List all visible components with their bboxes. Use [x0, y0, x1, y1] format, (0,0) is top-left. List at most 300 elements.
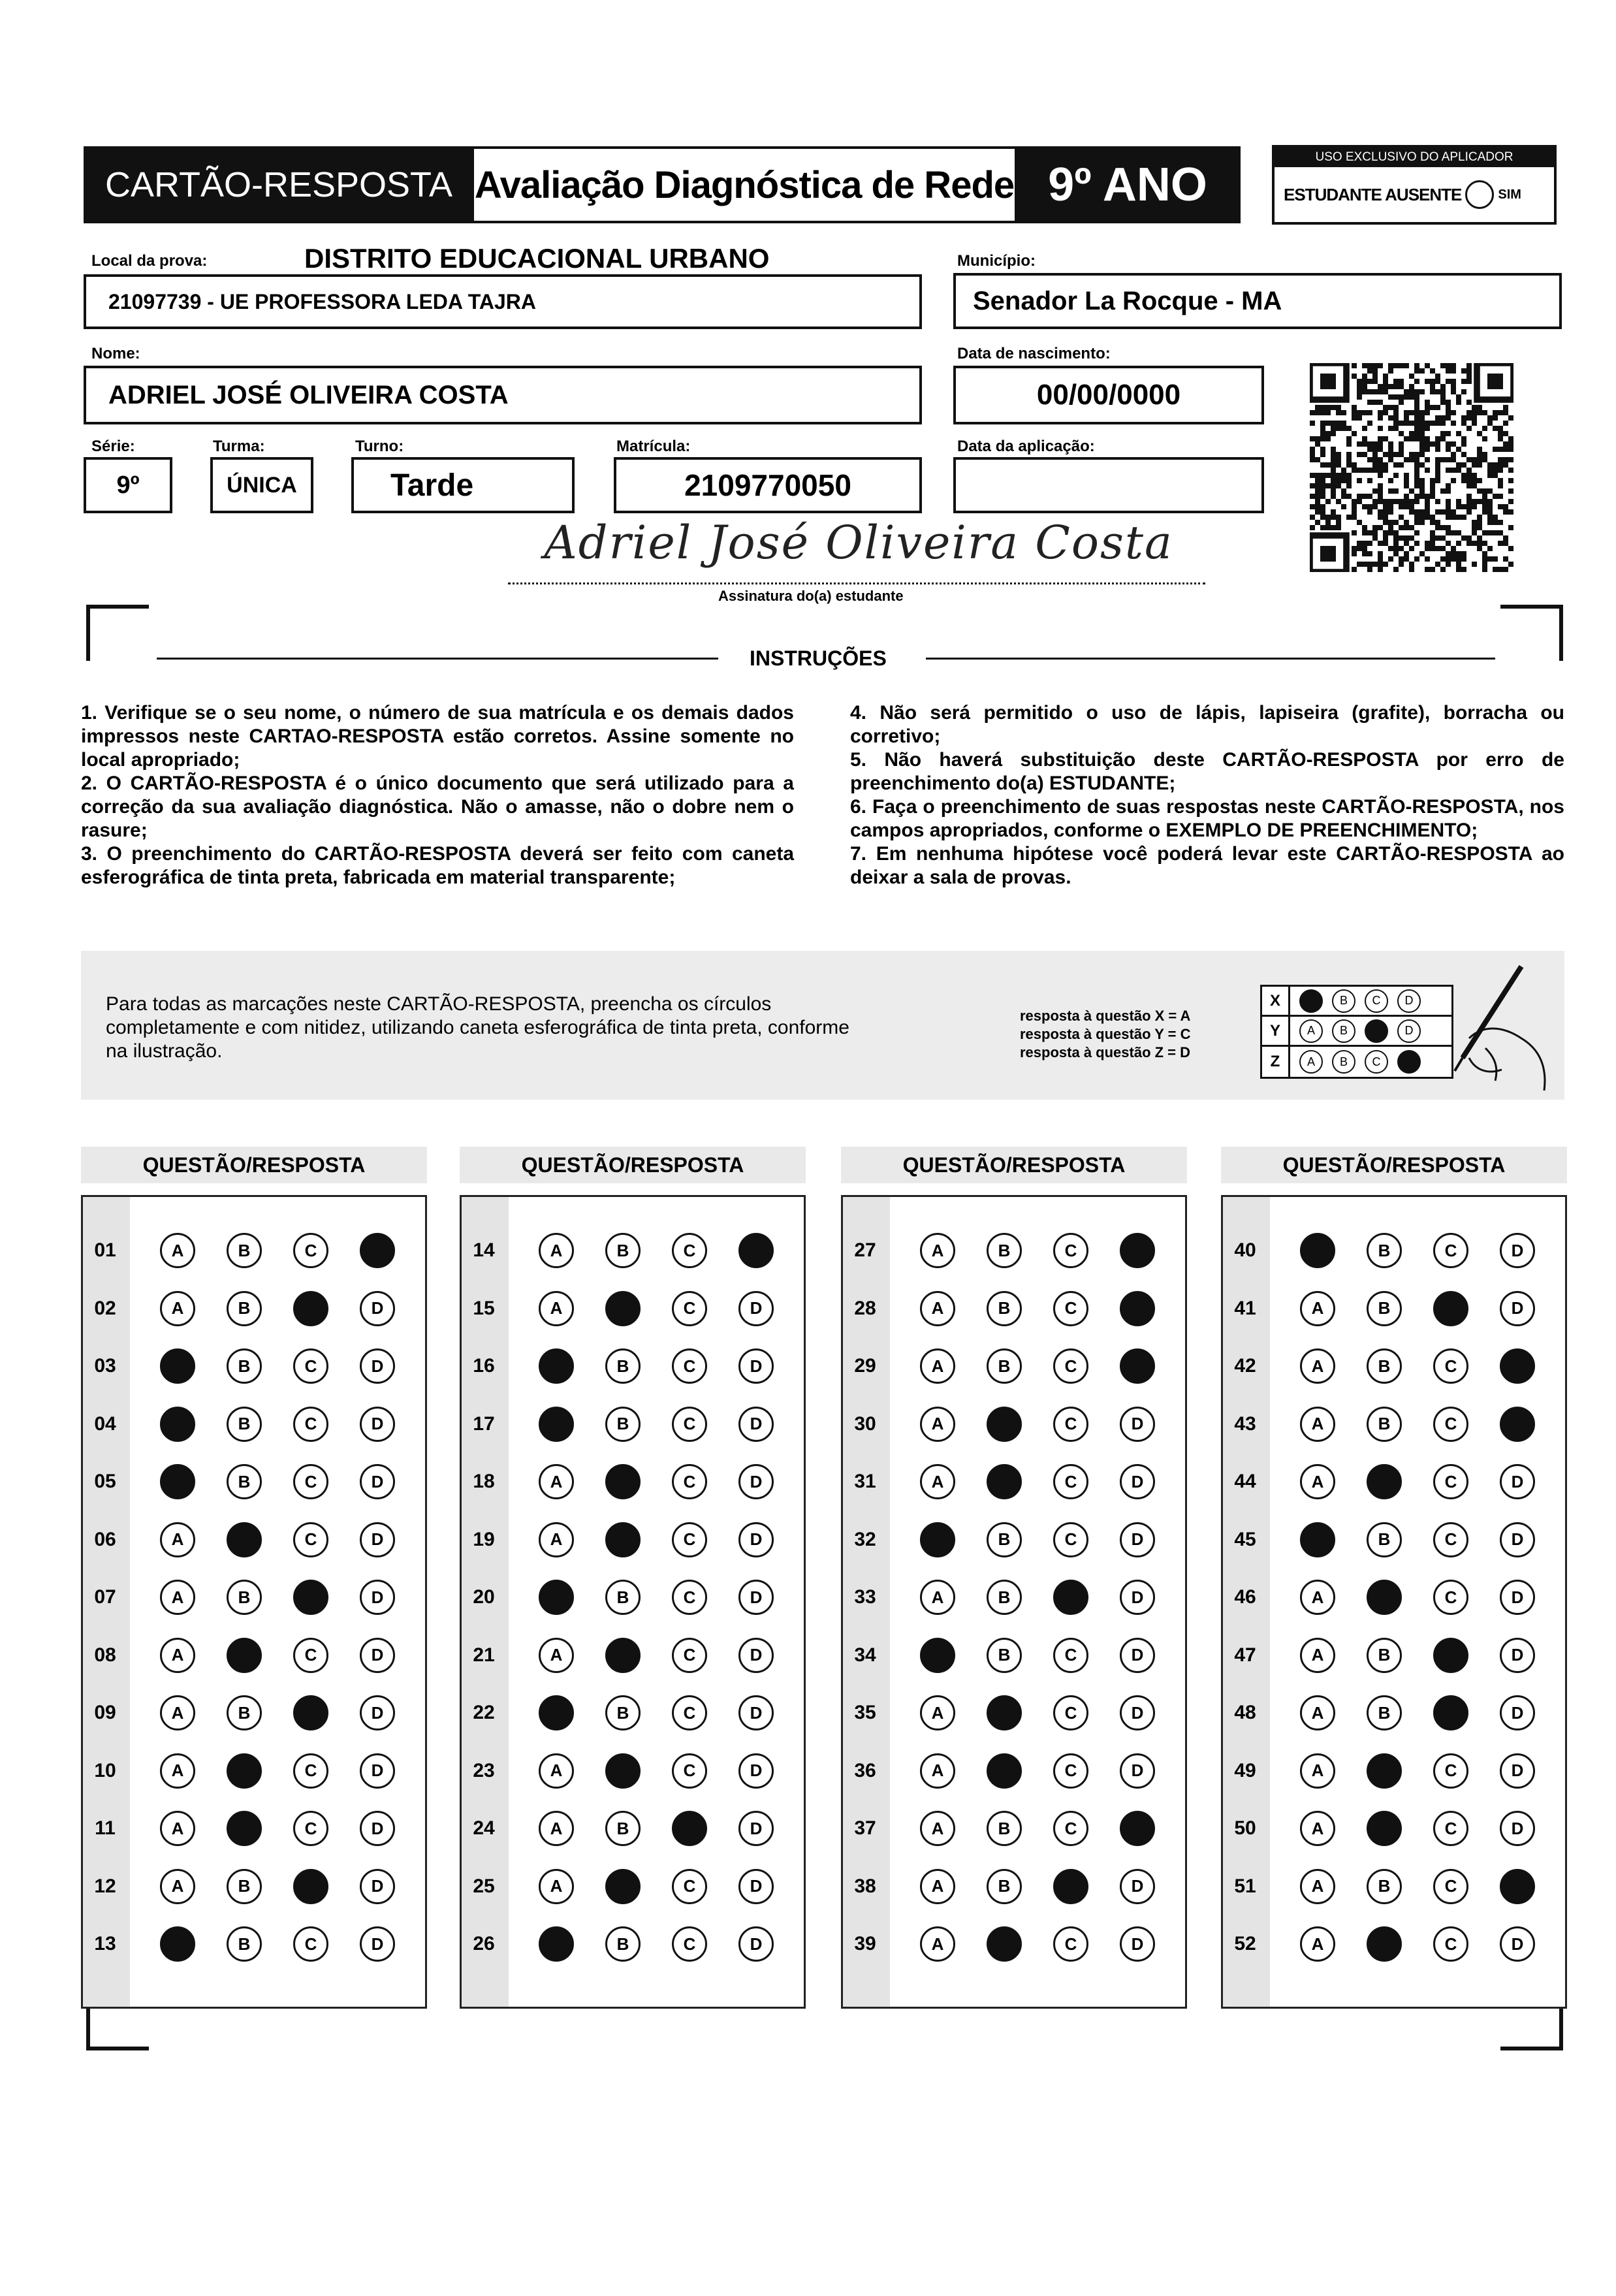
answer-bubble-a[interactable]: A	[920, 1233, 955, 1268]
answer-bubble-a[interactable]	[539, 1407, 574, 1442]
answer-bubble-b[interactable]: B	[605, 1407, 641, 1442]
answer-bubble-d[interactable]: D	[738, 1464, 774, 1499]
answer-bubble-c[interactable]: C	[672, 1522, 707, 1557]
answer-bubble-c[interactable]: C	[1433, 1926, 1468, 1962]
answer-bubble-c[interactable]: C	[293, 1753, 328, 1789]
answer-bubble-d[interactable]: D	[360, 1348, 395, 1384]
answer-bubble-c[interactable]	[672, 1811, 707, 1846]
answer-bubble-c[interactable]: C	[1053, 1811, 1088, 1846]
question-row	[83, 1222, 426, 1279]
answer-bubble-d[interactable]: D	[1500, 1638, 1535, 1673]
answer-bubble-b[interactable]: B	[1367, 1407, 1402, 1442]
local-label: Local da prova:	[91, 252, 208, 270]
answer-bubble-a[interactable]	[160, 1464, 195, 1499]
turno-label: Turno:	[355, 438, 404, 455]
signature-text: Adriel José Oliveira Costa	[544, 516, 1173, 569]
answer-bubble-a[interactable]: A	[539, 1638, 574, 1673]
answer-bubble-d[interactable]: D	[1120, 1695, 1155, 1730]
answer-bubble-d[interactable]: D	[1500, 1522, 1535, 1557]
school-value: 21097739 - UE PROFESSORA LEDA TAJRA	[108, 289, 536, 313]
answer-bubble-b[interactable]: B	[987, 1811, 1022, 1846]
absent-bubble[interactable]	[1465, 180, 1494, 209]
answer-bubble-a[interactable]	[160, 1407, 195, 1442]
answer-bubble-b[interactable]: B	[227, 1348, 262, 1384]
district-name: DISTRITO EDUCACIONAL URBANO	[304, 243, 770, 274]
answer-bubble-c[interactable]: C	[672, 1638, 707, 1673]
answer-bubble-a[interactable]: A	[1300, 1753, 1335, 1789]
answer-bubble-d[interactable]	[1120, 1291, 1155, 1326]
question-row	[843, 1569, 1186, 1626]
answer-bubble-a[interactable]	[920, 1638, 955, 1673]
answer-bubble-a[interactable]: A	[1300, 1695, 1335, 1730]
exam-title-text: Avaliação Diagnóstica de Rede	[474, 163, 1015, 206]
answer-bubble-c[interactable]: C	[672, 1753, 707, 1789]
fill-example-bubble	[1299, 989, 1323, 1013]
nome-value: ADRIEL JOSÉ OLIVEIRA COSTA	[108, 380, 509, 409]
municipio-value: Senador La Rocque - MA	[973, 286, 1282, 315]
question-number: 52	[1234, 1933, 1256, 1954]
answer-bubble-c[interactable]: C	[1053, 1695, 1088, 1730]
answer-bubble-c[interactable]: C	[293, 1522, 328, 1557]
answer-bubble-b[interactable]: B	[987, 1522, 1022, 1557]
applicator-title: USO EXCLUSIVO DO APLICADOR	[1275, 148, 1554, 167]
answer-bubble-d[interactable]: D	[1500, 1580, 1535, 1615]
answer-bubble-c[interactable]: C	[293, 1233, 328, 1268]
answer-bubble-b[interactable]: B	[987, 1869, 1022, 1904]
question-number: 20	[473, 1586, 495, 1608]
answer-bubble-b[interactable]	[987, 1464, 1022, 1499]
answer-bubble-b[interactable]	[1367, 1753, 1402, 1789]
answer-bubble-d[interactable]: D	[360, 1407, 395, 1442]
instruction-1: 1. Verifique se o seu nome, o número de sua matrícula e os demais dados impressos neste CARTAO-RESPOSTA estão corretos. Assine somente no local apropriado;	[81, 702, 794, 771]
answer-bubble-d[interactable]: D	[1500, 1464, 1535, 1499]
answer-bubble-b[interactable]	[605, 1753, 641, 1789]
answer-bubble-d[interactable]: D	[738, 1407, 774, 1442]
question-row	[1223, 1337, 1566, 1395]
question-number: 15	[473, 1297, 495, 1319]
question-number: 01	[94, 1239, 116, 1261]
answer-bubble-a[interactable]	[539, 1695, 574, 1730]
answer-bubble-c[interactable]	[293, 1580, 328, 1615]
answer-bubble-b[interactable]	[987, 1695, 1022, 1730]
answer-bubble-d[interactable]: D	[1120, 1638, 1155, 1673]
answer-bubble-c[interactable]: C	[1433, 1869, 1468, 1904]
answer-bubble-c[interactable]: C	[1433, 1348, 1468, 1384]
answer-bubble-a[interactable]: A	[920, 1580, 955, 1615]
answer-bubble-c[interactable]: C	[1053, 1926, 1088, 1962]
answer-bubble-b[interactable]: B	[605, 1811, 641, 1846]
answer-bubble-b[interactable]	[987, 1926, 1022, 1962]
nascimento-label: Data de nascimento:	[957, 345, 1111, 362]
answer-bubble-c[interactable]: C	[672, 1348, 707, 1384]
turno-field	[351, 457, 575, 513]
answer-bubble-a[interactable]: A	[160, 1580, 195, 1615]
question-number: 38	[854, 1875, 876, 1897]
answer-bubble-a[interactable]	[160, 1926, 195, 1962]
grade-label	[1015, 146, 1241, 223]
answer-bubble-d[interactable]: D	[1500, 1695, 1535, 1730]
question-row	[843, 1800, 1186, 1857]
answer-bubble-b[interactable]: B	[605, 1926, 641, 1962]
answer-bubble-a[interactable]	[920, 1522, 955, 1557]
answer-bubble-d[interactable]	[1120, 1233, 1155, 1268]
answer-bubble-c[interactable]	[293, 1869, 328, 1904]
instruction-4: 4. Não será permitido o uso de lápis, lapiseira (grafite), borracha ou corretivo;	[850, 702, 1564, 747]
nome-label: Nome:	[91, 345, 140, 362]
answer-bubble-d[interactable]: D	[1500, 1753, 1535, 1789]
answer-bubble-a[interactable]	[539, 1926, 574, 1962]
answer-bubble-d[interactable]: D	[360, 1580, 395, 1615]
answer-bubble-c[interactable]	[1053, 1580, 1088, 1615]
answer-bubble-d[interactable]: D	[360, 1811, 395, 1846]
qr-code	[1310, 363, 1513, 572]
answer-bubble-d[interactable]: D	[1120, 1580, 1155, 1615]
answer-bubble-b[interactable]: B	[1367, 1869, 1402, 1904]
answer-bubble-b[interactable]: B	[605, 1348, 641, 1384]
answer-bubble-c[interactable]: C	[672, 1695, 707, 1730]
answer-bubble-b[interactable]	[227, 1811, 262, 1846]
answer-bubble-c[interactable]: C	[293, 1348, 328, 1384]
answer-bubble-b[interactable]	[227, 1638, 262, 1673]
question-row	[462, 1627, 805, 1684]
answer-bubble-b[interactable]	[1367, 1926, 1402, 1962]
answer-bubble-d[interactable]: D	[738, 1348, 774, 1384]
question-number: 17	[473, 1412, 495, 1435]
answer-bubble-c[interactable]: C	[1053, 1638, 1088, 1673]
answer-bubble-d[interactable]: D	[1500, 1291, 1535, 1326]
fill-example-bubble: C	[1365, 989, 1388, 1013]
question-number: 29	[854, 1355, 876, 1377]
question-number: 50	[1234, 1817, 1256, 1839]
question-row	[462, 1453, 805, 1510]
answer-bubble-a[interactable]: A	[539, 1753, 574, 1789]
answer-bubble-a[interactable]: A	[539, 1811, 574, 1846]
answer-bubble-c[interactable]: C	[1053, 1753, 1088, 1789]
question-number: 28	[854, 1297, 876, 1319]
answer-bubble-a[interactable]: A	[1300, 1638, 1335, 1673]
answer-bubble-c[interactable]	[1053, 1869, 1088, 1904]
answer-bubble-d[interactable]: D	[360, 1291, 395, 1326]
answer-bubble-a[interactable]: A	[1300, 1926, 1335, 1962]
answer-bubble-a[interactable]: A	[920, 1695, 955, 1730]
question-number: 04	[94, 1412, 116, 1435]
answer-bubble-d[interactable]	[1500, 1407, 1535, 1442]
answer-bubble-b[interactable]: B	[227, 1869, 262, 1904]
answer-bubble-c[interactable]: C	[1433, 1811, 1468, 1846]
question-row	[462, 1684, 805, 1742]
answer-bubble-c[interactable]: C	[1433, 1233, 1468, 1268]
answer-bubble-b[interactable]	[1367, 1580, 1402, 1615]
question-row	[83, 1684, 426, 1742]
fill-example-bubble: B	[1332, 989, 1355, 1013]
answer-bubble-b[interactable]: B	[227, 1926, 262, 1962]
answer-bubble-a[interactable]: A	[160, 1233, 195, 1268]
answer-bubble-d[interactable]: D	[360, 1464, 395, 1499]
answer-bubble-d[interactable]: D	[1120, 1926, 1155, 1962]
question-number: 14	[473, 1239, 495, 1261]
question-number: 44	[1234, 1471, 1256, 1492]
question-row	[83, 1742, 426, 1800]
question-row	[843, 1915, 1186, 1973]
answer-bubble-d[interactable]: D	[1120, 1753, 1155, 1789]
question-row	[843, 1453, 1186, 1510]
question-number: 40	[1234, 1239, 1256, 1261]
answer-bubble-d[interactable]: D	[360, 1753, 395, 1789]
answer-column	[460, 1195, 806, 2009]
answer-bubble-c[interactable]: C	[1053, 1407, 1088, 1442]
answer-bubble-c[interactable]: C	[293, 1811, 328, 1846]
answer-bubble-a[interactable]: A	[160, 1522, 195, 1557]
serie-value: 9º	[116, 471, 140, 499]
answer-bubble-d[interactable]: D	[1500, 1926, 1535, 1962]
answer-bubble-c[interactable]: C	[1053, 1348, 1088, 1384]
answer-bubble-c[interactable]: C	[672, 1464, 707, 1499]
answer-bubble-d[interactable]: D	[738, 1580, 774, 1615]
answer-bubble-b[interactable]: B	[605, 1233, 641, 1268]
answer-bubble-a[interactable]: A	[920, 1869, 955, 1904]
answer-bubble-c[interactable]	[1433, 1291, 1468, 1326]
answer-bubble-a[interactable]: A	[160, 1869, 195, 1904]
question-number: 27	[854, 1239, 876, 1261]
question-row	[462, 1280, 805, 1337]
answer-bubble-b[interactable]: B	[987, 1348, 1022, 1384]
answer-bubble-d[interactable]: D	[738, 1753, 774, 1789]
answer-bubble-b[interactable]: B	[1367, 1233, 1402, 1268]
answer-bubble-b[interactable]	[987, 1753, 1022, 1789]
question-row	[1223, 1627, 1566, 1684]
legend-y: resposta à questão Y = C	[1020, 1026, 1191, 1042]
instruction-3: 3. O preenchimento do CARTÃO-RESPOSTA deverá ser feito com caneta esferográfica de tinta preta, fabricada em material transparente;	[81, 843, 794, 888]
question-row	[83, 1453, 426, 1510]
answer-bubble-d[interactable]: D	[1120, 1464, 1155, 1499]
answer-bubble-d[interactable]: D	[738, 1522, 774, 1557]
answer-bubble-d[interactable]	[1500, 1348, 1535, 1384]
answer-bubble-d[interactable]: D	[360, 1695, 395, 1730]
fill-example-bubble	[1365, 1019, 1388, 1043]
answer-bubble-d[interactable]	[738, 1233, 774, 1268]
answer-bubble-d[interactable]: D	[1120, 1869, 1155, 1904]
answer-bubble-a[interactable]: A	[160, 1638, 195, 1673]
question-row	[1223, 1684, 1566, 1742]
answer-bubble-b[interactable]: B	[227, 1291, 262, 1326]
answer-bubble-d[interactable]	[1120, 1348, 1155, 1384]
answer-bubble-d[interactable]	[1120, 1811, 1155, 1846]
answer-bubble-b[interactable]: B	[1367, 1695, 1402, 1730]
question-row	[83, 1280, 426, 1337]
answer-bubble-b[interactable]	[605, 1522, 641, 1557]
answer-bubble-a[interactable]: A	[920, 1753, 955, 1789]
answer-bubble-d[interactable]: D	[360, 1926, 395, 1962]
answer-bubble-c[interactable]: C	[1053, 1522, 1088, 1557]
answer-bubble-a[interactable]: A	[1300, 1811, 1335, 1846]
answer-bubble-d[interactable]: D	[1500, 1811, 1535, 1846]
answer-bubble-a[interactable]: A	[539, 1291, 574, 1326]
answer-bubble-a[interactable]: A	[920, 1811, 955, 1846]
answer-bubble-c[interactable]: C	[672, 1926, 707, 1962]
answer-bubble-d[interactable]	[360, 1233, 395, 1268]
answer-bubble-c[interactable]: C	[293, 1464, 328, 1499]
answer-bubble-c[interactable]: C	[293, 1407, 328, 1442]
answer-bubble-a[interactable]: A	[1300, 1464, 1335, 1499]
question-row	[843, 1858, 1186, 1915]
answer-bubble-c[interactable]: C	[1433, 1464, 1468, 1499]
nascimento-value: 00/00/0000	[1036, 379, 1181, 411]
question-row	[462, 1511, 805, 1569]
answer-bubble-c[interactable]: C	[672, 1580, 707, 1615]
turno-value: Tarde	[390, 468, 474, 503]
answer-bubble-a[interactable]: A	[1300, 1580, 1335, 1615]
answer-bubble-c[interactable]: C	[1053, 1233, 1088, 1268]
answer-column	[81, 1195, 427, 2009]
answer-bubble-d[interactable]: D	[738, 1695, 774, 1730]
answer-bubble-b[interactable]	[987, 1407, 1022, 1442]
answer-bubble-a[interactable]: A	[1300, 1407, 1335, 1442]
turma-value: ÚNICA	[227, 472, 297, 498]
answer-bubble-b[interactable]	[605, 1464, 641, 1499]
answer-bubble-a[interactable]: A	[1300, 1348, 1335, 1384]
question-number: 33	[854, 1586, 876, 1608]
answer-bubble-b[interactable]	[1367, 1464, 1402, 1499]
answer-bubble-a[interactable]: A	[160, 1753, 195, 1789]
question-number: 30	[854, 1412, 876, 1435]
answer-bubble-a[interactable]: A	[1300, 1869, 1335, 1904]
question-number: 45	[1234, 1528, 1256, 1550]
fill-example-legend	[1020, 1007, 1190, 1062]
instructions-left	[81, 701, 794, 889]
answer-bubble-d[interactable]: D	[1500, 1233, 1535, 1268]
fill-example-bubble: A	[1299, 1019, 1323, 1043]
answer-bubble-b[interactable]	[227, 1522, 262, 1557]
question-row	[1223, 1511, 1566, 1569]
answer-bubble-c[interactable]	[293, 1291, 328, 1326]
question-row	[462, 1800, 805, 1857]
answer-bubble-a[interactable]: A	[539, 1233, 574, 1268]
answer-bubble-c[interactable]: C	[1433, 1753, 1468, 1789]
answer-bubble-b[interactable]: B	[227, 1233, 262, 1268]
answer-bubble-c[interactable]: C	[293, 1638, 328, 1673]
question-number: 36	[854, 1759, 876, 1781]
answer-bubble-c[interactable]	[1433, 1695, 1468, 1730]
answer-bubble-a[interactable]	[160, 1348, 195, 1384]
answer-bubble-a[interactable]: A	[539, 1522, 574, 1557]
answer-bubble-c[interactable]	[1433, 1638, 1468, 1673]
answer-bubble-a[interactable]	[539, 1580, 574, 1615]
answer-bubble-a[interactable]: A	[160, 1291, 195, 1326]
answer-bubble-a[interactable]	[1300, 1522, 1335, 1557]
answer-bubble-a[interactable]: A	[920, 1407, 955, 1442]
answer-bubble-a[interactable]: A	[920, 1291, 955, 1326]
question-row	[1223, 1742, 1566, 1800]
answer-bubble-b[interactable]	[227, 1753, 262, 1789]
instructions-rule-right	[926, 658, 1495, 660]
fill-example-bubble: D	[1397, 1019, 1421, 1043]
question-row	[83, 1337, 426, 1395]
answer-bubble-d[interactable]: D	[738, 1291, 774, 1326]
answer-bubble-b[interactable]: B	[1367, 1638, 1402, 1673]
nome-field	[84, 366, 922, 424]
fill-example-bubble: C	[1365, 1050, 1388, 1074]
instruction-6: 6. Faça o preenchimento de suas respostas neste CARTÃO-RESPOSTA, nos campos apropriados, conforme o EXEMPLO DE PREENCHIMENTO;	[850, 796, 1564, 841]
answer-bubble-a[interactable]	[539, 1348, 574, 1384]
column-header: QUESTÃO/RESPOSTA	[460, 1147, 806, 1183]
answer-bubble-b[interactable]	[605, 1291, 641, 1326]
legend-z: resposta à questão Z = D	[1020, 1044, 1191, 1060]
answer-bubble-c[interactable]: C	[672, 1233, 707, 1268]
answer-bubble-d[interactable]: D	[360, 1869, 395, 1904]
answer-bubble-c[interactable]: C	[1433, 1522, 1468, 1557]
answer-bubble-b[interactable]: B	[1367, 1291, 1402, 1326]
answer-bubble-b[interactable]: B	[987, 1580, 1022, 1615]
answer-bubble-d[interactable]: D	[1120, 1522, 1155, 1557]
answer-bubble-c[interactable]: C	[1053, 1464, 1088, 1499]
answer-bubble-c[interactable]: C	[1053, 1291, 1088, 1326]
answer-bubble-d[interactable]: D	[360, 1638, 395, 1673]
answer-bubble-a[interactable]: A	[920, 1926, 955, 1962]
answer-bubble-c[interactable]	[293, 1695, 328, 1730]
question-number: 25	[473, 1875, 495, 1897]
answer-bubble-c[interactable]: C	[672, 1869, 707, 1904]
question-row	[1223, 1280, 1566, 1337]
answer-bubble-c[interactable]: C	[1433, 1407, 1468, 1442]
answer-bubble-c[interactable]: C	[293, 1926, 328, 1962]
question-number: 21	[473, 1644, 495, 1666]
question-number: 26	[473, 1933, 495, 1954]
answer-bubble-b[interactable]: B	[605, 1695, 641, 1730]
answer-bubble-d[interactable]: D	[738, 1926, 774, 1962]
answer-bubble-b[interactable]: B	[1367, 1522, 1402, 1557]
absent-label: ESTUDANTE AUSENTE	[1284, 184, 1462, 204]
answer-bubble-b[interactable]: B	[987, 1233, 1022, 1268]
answer-bubble-a[interactable]: A	[539, 1464, 574, 1499]
answer-column	[841, 1195, 1187, 2009]
answer-bubble-d[interactable]: D	[738, 1869, 774, 1904]
answer-bubble-b[interactable]: B	[227, 1464, 262, 1499]
answer-bubble-a[interactable]: A	[920, 1348, 955, 1384]
answer-bubble-a[interactable]	[1300, 1233, 1335, 1268]
question-number: 02	[94, 1297, 116, 1319]
answer-bubble-b[interactable]	[605, 1869, 641, 1904]
answer-bubble-c[interactable]: C	[1433, 1580, 1468, 1615]
answer-bubble-d[interactable]: D	[738, 1811, 774, 1846]
answer-bubble-b[interactable]: B	[987, 1638, 1022, 1673]
answer-bubble-d[interactable]: D	[360, 1522, 395, 1557]
answer-bubble-b[interactable]: B	[605, 1580, 641, 1615]
answer-bubble-b[interactable]	[1367, 1811, 1402, 1846]
answer-bubble-d[interactable]: D	[1120, 1407, 1155, 1442]
answer-bubble-a[interactable]: A	[920, 1464, 955, 1499]
question-number: 35	[854, 1702, 876, 1723]
answer-bubble-a[interactable]: A	[160, 1811, 195, 1846]
answer-bubble-b[interactable]: B	[227, 1695, 262, 1730]
question-number: 08	[94, 1644, 116, 1666]
answer-bubble-b[interactable]: B	[1367, 1348, 1402, 1384]
answer-bubble-d[interactable]: D	[738, 1638, 774, 1673]
answer-bubble-a[interactable]: A	[160, 1695, 195, 1730]
answer-bubble-b[interactable]: B	[987, 1291, 1022, 1326]
answer-bubble-a[interactable]: A	[539, 1869, 574, 1904]
answer-bubble-b[interactable]: B	[227, 1580, 262, 1615]
answer-bubble-b[interactable]	[605, 1638, 641, 1673]
corner-mark-tl	[86, 605, 149, 661]
card-label	[84, 146, 474, 223]
answer-bubble-c[interactable]: C	[672, 1407, 707, 1442]
answer-bubble-c[interactable]: C	[672, 1291, 707, 1326]
answer-bubble-b[interactable]: B	[227, 1407, 262, 1442]
question-number: 47	[1234, 1644, 1256, 1666]
answer-bubble-d[interactable]	[1500, 1869, 1535, 1904]
question-number: 07	[94, 1586, 116, 1608]
answer-bubble-a[interactable]: A	[1300, 1291, 1335, 1326]
